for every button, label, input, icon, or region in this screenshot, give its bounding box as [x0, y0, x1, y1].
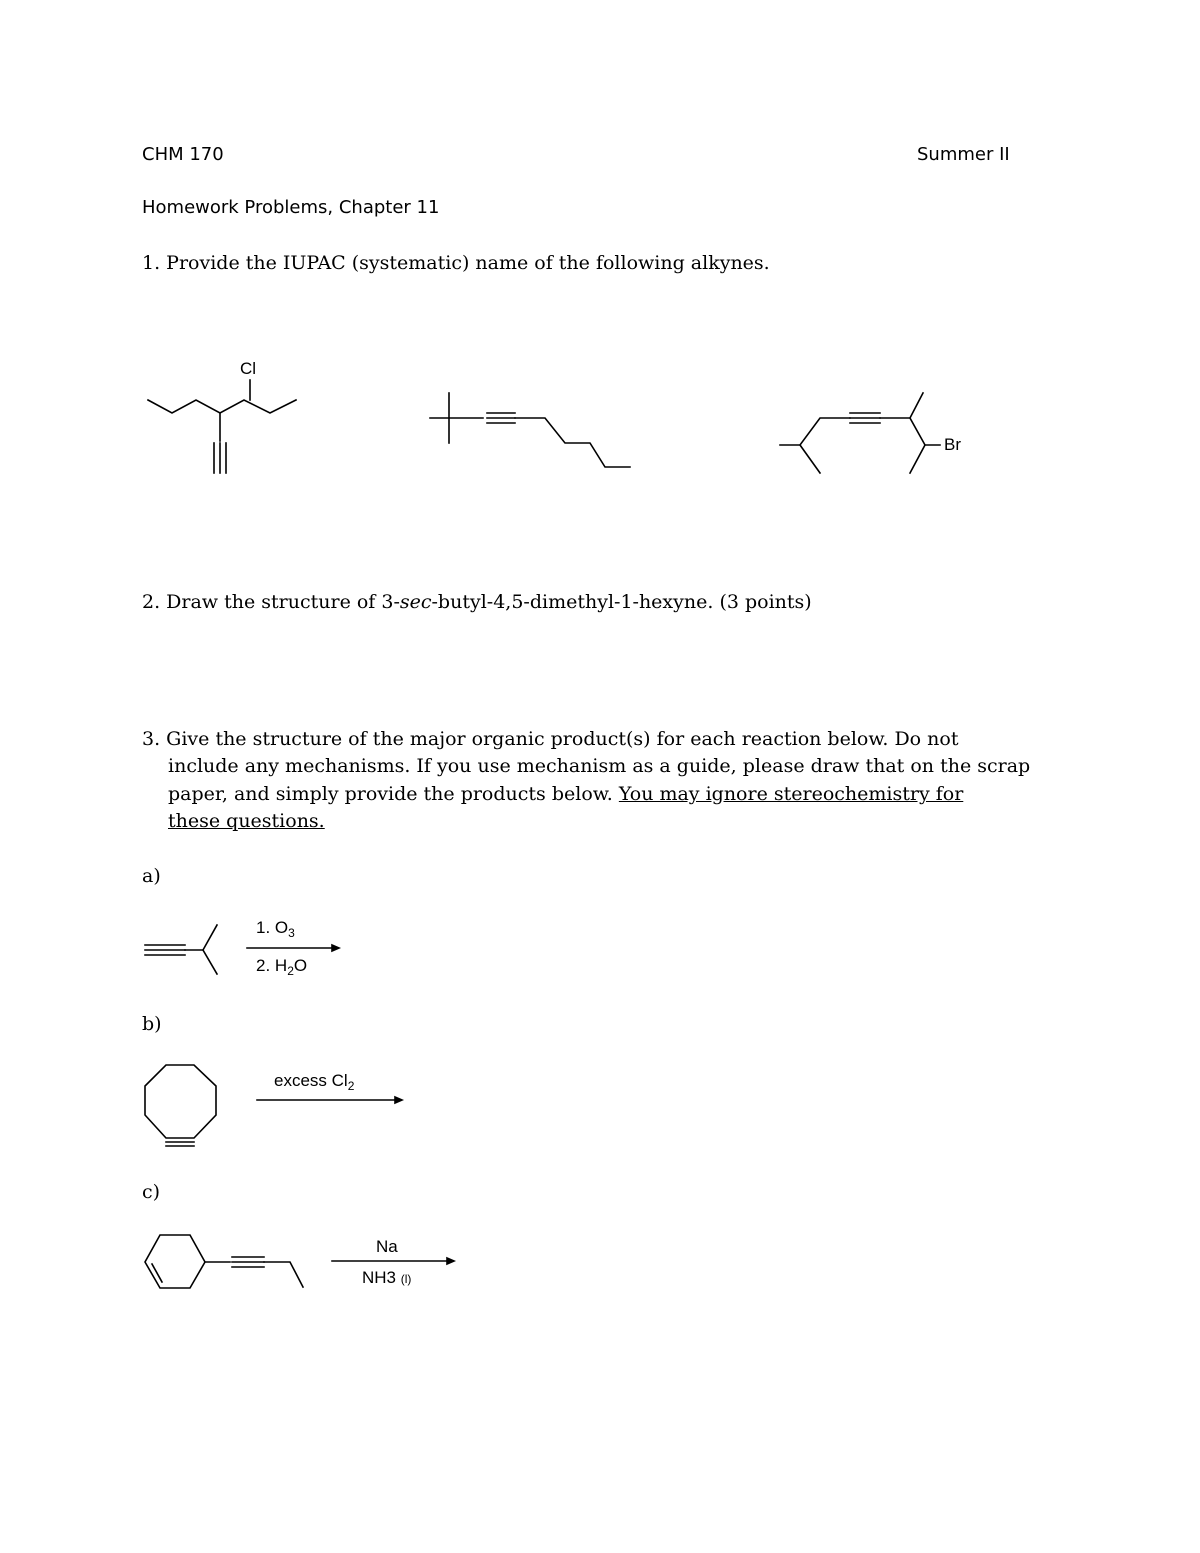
stereochemistry-note: these questions. — [168, 810, 325, 832]
reaction-arrow-head — [395, 1097, 402, 1103]
question-2-text — [142, 588, 812, 616]
subscript: 2 — [287, 964, 294, 978]
carbon-chain-bond — [148, 400, 296, 413]
methyl-bond — [800, 445, 820, 473]
subscript: 3 — [288, 926, 295, 940]
question-1-text: 1. Provide the IUPAC (systematic) name of the following alkynes. — [142, 252, 770, 274]
alkyne-structure-3 — [775, 385, 950, 485]
reagent-text: O — [293, 956, 308, 975]
reaction-arrow-head — [332, 945, 339, 951]
question-3-part: paper, and simply provide the products below. — [168, 783, 619, 805]
phase-note: (l) — [400, 1272, 412, 1286]
course-code: CHM 170 — [142, 144, 224, 165]
reagent-text: 1. O — [256, 918, 289, 937]
cyclooctyne-ring — [145, 1065, 216, 1138]
bromine-label: Br — [944, 435, 961, 454]
question-3-line: 3. Give the structure of the major organic product(s) for each reaction below. Do not — [142, 728, 959, 750]
part-c-label: c) — [142, 1181, 161, 1203]
chlorine-label: Cl — [240, 359, 257, 378]
reagent-water — [256, 956, 307, 978]
reagent-text: 2. H — [256, 956, 288, 975]
reagent-sodium: Na — [376, 1237, 398, 1256]
question-3-line — [168, 780, 963, 808]
methyl-bond — [203, 950, 217, 974]
reaction-c-scheme — [140, 1230, 470, 1300]
reaction-arrow-head — [447, 1258, 454, 1264]
carbon-chain-bond — [910, 418, 940, 445]
reagent-text: NH3 — [362, 1268, 397, 1287]
reagent-chlorine — [274, 1071, 354, 1093]
cyclohexene-ring — [145, 1235, 205, 1288]
question-3-line: include any mechanisms. If you use mechanism as a guide, please draw that on the scrap — [168, 755, 1031, 777]
methyl-bond — [910, 445, 925, 473]
part-b-label: b) — [142, 1013, 162, 1035]
reagent-text: excess Cl — [274, 1071, 348, 1090]
reaction-a-scheme — [140, 920, 350, 980]
question-2-part: 2. Draw the structure of 3- — [142, 591, 400, 613]
carbon-chain-bond — [264, 1262, 303, 1287]
subscript: 2 — [347, 1079, 355, 1093]
carbon-chain-bond — [880, 393, 923, 418]
alkyne-structure-2 — [425, 385, 640, 485]
alkyne-structure-1 — [140, 355, 320, 480]
question-2-italic: sec — [399, 591, 432, 613]
carbon-chain-bond — [780, 418, 850, 445]
carbon-chain-bond — [515, 418, 630, 467]
ring-double-bond — [152, 1264, 162, 1282]
stereochemistry-note: You may ignore stereochemistry for — [618, 783, 964, 805]
carbon-chain-bond — [185, 925, 217, 950]
document-title: Homework Problems, Chapter 11 — [142, 197, 440, 218]
part-a-label: a) — [142, 865, 161, 887]
reagent-ammonia — [362, 1268, 411, 1288]
reagent-ozone — [256, 918, 295, 940]
question-2-part: -butyl-4,5-dimethyl-1-hexyne. (3 points) — [431, 591, 812, 613]
term-label: Summer II — [917, 144, 1010, 165]
